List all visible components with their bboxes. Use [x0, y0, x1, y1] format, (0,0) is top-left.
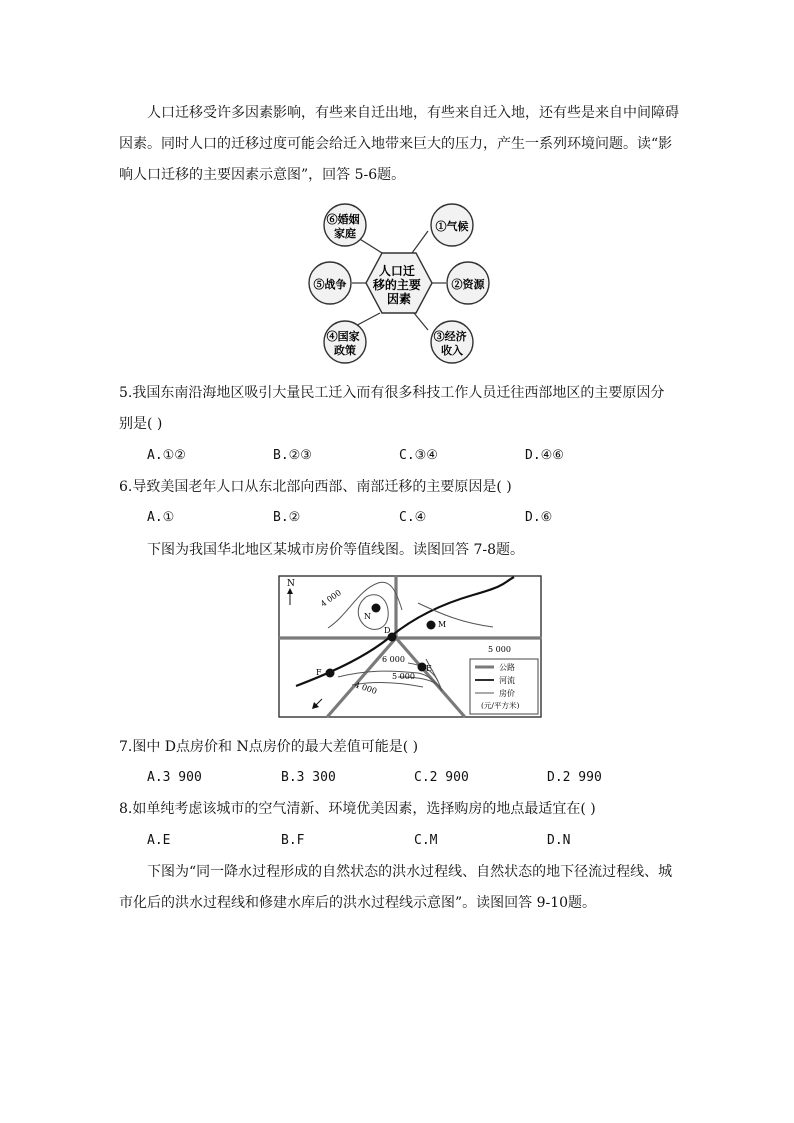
q8-option-c[interactable]: C.M	[414, 833, 438, 848]
svg-text:②资源: ②资源	[451, 278, 485, 291]
intro-paragraph: 人口迁移受许多因素影响，有些来自迁出地，有些来自迁入地，还有些是来自中间障碍因素。同时人口的迁移过度可能会给迁入地带来巨大的压力，产生一系列环境问题。读“影响人口迁移的主要因素示意图”，回答 5-6题。	[119, 105, 679, 183]
intro3-paragraph: 下图为“同一降水过程形成的自然状态的洪水过程线、自然状态的地下径流过程线、城市化后的洪水过程线和修建水库后的洪水过程线示意图”。读图回答 9-10题。	[119, 864, 673, 911]
svg-text:①气候: ①气候	[435, 220, 469, 233]
map-legend	[470, 659, 538, 714]
factor-node-policy	[324, 321, 366, 363]
svg-text:④国家 政策: ④国家 政策	[326, 330, 360, 357]
q5-option-a[interactable]: A.①②	[147, 448, 186, 463]
q5-stem-cont: 别是( )	[119, 416, 163, 432]
point-label: F	[316, 668, 322, 677]
q5-stem: 5.我国东南沿海地区吸引大量民工迁入而有很多科技工作人员迁往西部地区的主要原因分	[119, 385, 665, 401]
q6-option-c[interactable]: C.④	[399, 510, 427, 525]
migration-factor-diagram	[300, 203, 500, 365]
point-label: M	[438, 620, 447, 629]
q7-option-c[interactable]: C.2 900	[414, 770, 469, 785]
point-label: N	[364, 612, 371, 621]
contour-label: 5 000	[392, 672, 415, 681]
q8-option-a[interactable]: A.E	[147, 833, 171, 848]
q8-option-d[interactable]: D.N	[547, 833, 571, 848]
q6-option-b[interactable]: B.②	[273, 510, 301, 525]
point-label: D	[384, 626, 391, 635]
svg-text:⑥婚姻 家庭: ⑥婚姻 家庭	[326, 213, 360, 240]
svg-text:⑤战争: ⑤战争	[313, 278, 347, 291]
q6-stem: 6.导致美国老年人口从东北部向西部、南部迁移的主要原因是( )	[119, 479, 512, 495]
factor-node-income	[431, 321, 473, 363]
q6-option-a[interactable]: A.①	[147, 510, 175, 525]
factor-node-war	[309, 262, 351, 304]
contour-label: 4 000	[318, 588, 343, 609]
factor-node-marriage	[324, 204, 366, 246]
q7-option-a[interactable]: A.3 900	[147, 770, 202, 785]
q7-option-b[interactable]: B.3 300	[281, 770, 336, 785]
contour-label: 6 000	[382, 655, 405, 664]
factor-node-climate	[431, 204, 473, 246]
q5-option-b[interactable]: B.②③	[273, 448, 312, 463]
contour-label: 5 000	[488, 645, 511, 654]
legend-river-label: 河流	[499, 676, 515, 685]
q6-option-d[interactable]: D.⑥	[525, 510, 553, 525]
q8-option-b[interactable]: B.F	[281, 833, 305, 848]
q8-stem: 8.如单纯考虑该城市的空气清新、环境优美因素，选择购房的地点最适宜在( )	[119, 801, 596, 817]
center-label: 人口迁 移的主要 因素	[372, 264, 421, 306]
legend-unit-label: (元/平方米)	[481, 701, 520, 710]
q5-option-d[interactable]: D.④⑥	[525, 448, 564, 463]
legend-road-label: 公路	[499, 663, 515, 672]
house-price-contour-map	[278, 575, 542, 718]
contour-label: 4 000	[353, 680, 378, 696]
svg-text:N: N	[287, 579, 295, 589]
q7-stem: 7.图中 D点房价和 N点房价的最大差值可能是( )	[119, 739, 419, 755]
legend-price-label: 房价	[499, 689, 515, 698]
svg-text:③经济 收入: ③经济 收入	[433, 330, 467, 357]
factor-node-resources	[447, 262, 489, 304]
q5-option-c[interactable]: C.③④	[399, 448, 438, 463]
q7-option-d[interactable]: D.2 990	[547, 770, 602, 785]
point-label: E	[426, 664, 432, 673]
intro2-paragraph: 下图为我国华北地区某城市房价等值线图。读图回答 7-8题。	[147, 542, 524, 558]
